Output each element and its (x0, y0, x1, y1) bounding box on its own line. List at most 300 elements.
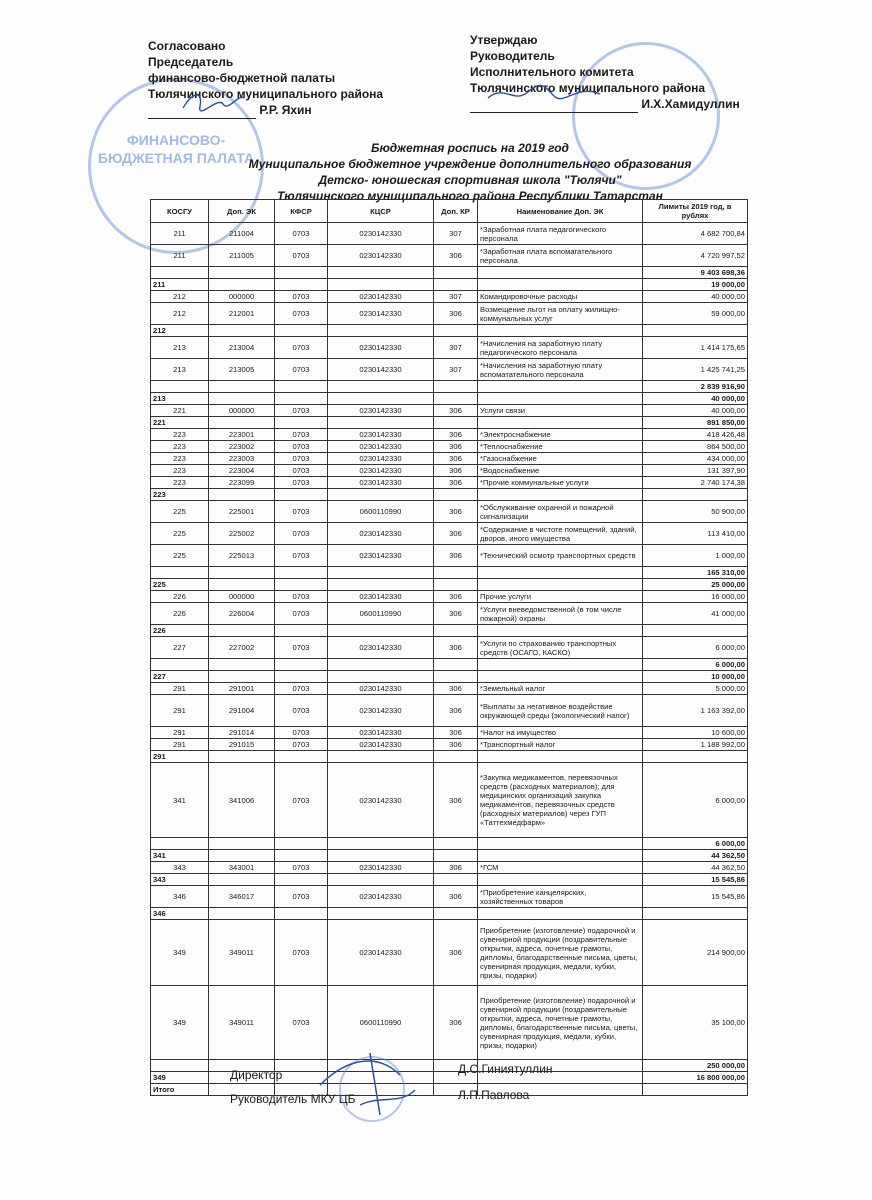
table-cell: 221 (151, 417, 209, 429)
table-cell: 434 000,00 (643, 453, 748, 465)
table-total-row (151, 393, 748, 405)
table-cell (275, 579, 328, 591)
table-cell (478, 838, 643, 850)
table-cell: Командировочные расходы (478, 291, 643, 303)
table-cell (434, 579, 478, 591)
table-cell: 0230142330 (328, 223, 434, 245)
table-cell (151, 659, 209, 671)
approval-left-line2: Председатель (148, 55, 234, 69)
column-header: Лимиты 2019 год, в рублях (643, 200, 748, 223)
column-header: КФСР (275, 200, 328, 223)
approval-left-line3: финансово-бюджетной палаты (148, 71, 336, 85)
table-cell (434, 393, 478, 405)
table-row (151, 603, 748, 625)
table-cell (275, 267, 328, 279)
table-cell (434, 489, 478, 501)
table-total-row (151, 279, 748, 291)
table-cell (209, 671, 275, 683)
table-cell: 0703 (275, 429, 328, 441)
table-cell: 0703 (275, 223, 328, 245)
table-cell: 59 000,00 (643, 303, 748, 325)
column-header: КЦСР (328, 200, 434, 223)
table-cell: 291015 (209, 739, 275, 751)
table-cell (328, 838, 434, 850)
table-cell: 6 000,00 (643, 763, 748, 838)
table-total-row (151, 381, 748, 393)
table-cell: 0703 (275, 337, 328, 359)
table-cell: 306 (434, 303, 478, 325)
table-cell: 40 000,00 (643, 291, 748, 303)
table-cell: 291 (151, 751, 209, 763)
table-total-row (151, 417, 748, 429)
table-cell: *Технический осмотр транспортных средств (478, 545, 643, 567)
table-cell: 307 (434, 359, 478, 381)
table-cell: 223002 (209, 441, 275, 453)
table-row (151, 359, 748, 381)
table-total-row (151, 850, 748, 862)
table-cell: Прочие услуги (478, 591, 643, 603)
table-cell: 212 (151, 291, 209, 303)
table-cell: 1 425 741,25 (643, 359, 748, 381)
table-cell (328, 393, 434, 405)
table-cell: 306 (434, 501, 478, 523)
table-total-row (151, 567, 748, 579)
table-cell: 306 (434, 763, 478, 838)
table-cell: 227002 (209, 637, 275, 659)
table-cell (478, 325, 643, 337)
table-cell: 291 (151, 739, 209, 751)
table-cell (328, 659, 434, 671)
table-cell: 0703 (275, 862, 328, 874)
table-cell: 1 414 175,65 (643, 337, 748, 359)
table-cell (434, 625, 478, 637)
table-cell: 343 (151, 862, 209, 874)
table-cell (434, 850, 478, 862)
table-cell: 35 100,00 (643, 986, 748, 1060)
table-cell (275, 489, 328, 501)
table-cell: 0703 (275, 603, 328, 625)
table-cell (328, 417, 434, 429)
table-cell: 0230142330 (328, 862, 434, 874)
table-cell: *Обслуживание охранной и пожарной сигнализации (478, 501, 643, 523)
table-row (151, 739, 748, 751)
table-cell: 10 000,00 (643, 671, 748, 683)
table-cell: 223 (151, 441, 209, 453)
table-cell: 6 000,00 (643, 838, 748, 850)
table-cell: 1 000,00 (643, 545, 748, 567)
table-cell: 226 (151, 625, 209, 637)
table-cell (478, 671, 643, 683)
table-cell: 211 (151, 279, 209, 291)
table-cell: 0703 (275, 245, 328, 267)
table-cell: 0703 (275, 441, 328, 453)
table-cell: 211004 (209, 223, 275, 245)
table-cell: 0703 (275, 727, 328, 739)
table-cell: 349 (151, 1072, 209, 1084)
table-cell: 211 (151, 223, 209, 245)
table-cell: Приобретение (изготовление) подарочной и сувенирной продукции (поздравительные открытки, адреса, почетные грамоты, дипломы, благодарственные письма, цветы, сувенирная продукция, медали, кубки, призы, подарки) (478, 986, 643, 1060)
table-row (151, 465, 748, 477)
table-cell: 0703 (275, 886, 328, 908)
table-cell: 0230142330 (328, 637, 434, 659)
table-cell: 19 000,00 (643, 279, 748, 291)
table-cell (209, 751, 275, 763)
title-line1: Бюджетная роспись на 2019 год (371, 141, 569, 155)
table-cell (328, 567, 434, 579)
table-cell: 306 (434, 727, 478, 739)
table-cell (478, 393, 643, 405)
table-cell: 306 (434, 453, 478, 465)
table-cell: 306 (434, 591, 478, 603)
approval-right-line4: Тюлячинского муниципального района (470, 81, 706, 95)
table-cell: 0230142330 (328, 405, 434, 417)
table-cell (328, 908, 434, 920)
table-cell (151, 838, 209, 850)
table-cell (209, 874, 275, 886)
table-cell: 0230142330 (328, 245, 434, 267)
table-cell: 213005 (209, 359, 275, 381)
table-cell: 165 310,00 (643, 567, 748, 579)
table-cell: 306 (434, 695, 478, 727)
signature-director-icon (310, 1045, 430, 1125)
table-cell: 223 (151, 477, 209, 489)
table-cell: 2 839 916,90 (643, 381, 748, 393)
table-cell: 307 (434, 337, 478, 359)
table-cell (643, 325, 748, 337)
table-cell: 0703 (275, 359, 328, 381)
table-row (151, 223, 748, 245)
table-cell: 2 740 174,38 (643, 477, 748, 489)
table-cell: 225 (151, 523, 209, 545)
table-row (151, 405, 748, 417)
table-cell (209, 838, 275, 850)
column-header: КОСГУ (151, 200, 209, 223)
table-cell: Приобретение (изготовление) подарочной и сувенирной продукции (поздравительные открытки, адреса, почетные грамоты, дипломы, благодарственные письма, цветы, сувенирная продукция, медали, кубки, призы, подарки) (478, 920, 643, 986)
table-cell: 9 403 698,36 (643, 267, 748, 279)
table-cell (275, 567, 328, 579)
signature-right-icon (484, 80, 604, 108)
table-cell: 16 000,00 (643, 591, 748, 603)
table-cell: 212 (151, 303, 209, 325)
table-cell: 212 (151, 325, 209, 337)
table-cell: 000000 (209, 291, 275, 303)
head-label: Руководитель МКУ ЦБ (230, 1092, 356, 1106)
table-row (151, 862, 748, 874)
table-cell: 223003 (209, 453, 275, 465)
table-cell: 40 000,00 (643, 405, 748, 417)
table-cell (643, 625, 748, 637)
table-cell (434, 567, 478, 579)
approval-right-signer: И.Х.Хамидуллин (641, 97, 740, 111)
table-cell (209, 417, 275, 429)
column-header: Наименование Доп. ЭК (478, 200, 643, 223)
table-cell: *Начисления на заработную плату педагогического персонала (478, 337, 643, 359)
table-cell (209, 567, 275, 579)
table-cell: 306 (434, 886, 478, 908)
table-cell (643, 751, 748, 763)
table-cell (478, 279, 643, 291)
table-cell: 306 (434, 465, 478, 477)
table-cell: 213 (151, 359, 209, 381)
table-cell: 0703 (275, 739, 328, 751)
budget-table (150, 199, 748, 1096)
table-cell: 225 (151, 501, 209, 523)
table-cell: 341 (151, 850, 209, 862)
table-cell: 0230142330 (328, 429, 434, 441)
table-cell: 306 (434, 523, 478, 545)
table-cell (434, 659, 478, 671)
table-cell: 225013 (209, 545, 275, 567)
table-cell: 6 000,00 (643, 659, 748, 671)
table-cell: 346 (151, 886, 209, 908)
table-cell: 213004 (209, 337, 275, 359)
approval-left-signer: Р.Р. Яхин (259, 103, 312, 117)
table-cell: *Выплаты за негативное воздействие окружающей среды (экологический налог) (478, 695, 643, 727)
table-row (151, 337, 748, 359)
table-cell: 306 (434, 637, 478, 659)
table-row (151, 545, 748, 567)
table-cell: *Водоснабжение (478, 465, 643, 477)
head-name: Л.П.Павлова (458, 1088, 530, 1102)
table-cell (328, 874, 434, 886)
table-cell (434, 279, 478, 291)
table-cell: 0230142330 (328, 886, 434, 908)
table-cell (275, 671, 328, 683)
table-cell (275, 874, 328, 886)
table-cell: *Закупка медикаментов, перевязочных средств (расходных материалов); для медицинских организаций закупка медикаментов, перевязочных средств (расходных материалов) через ГУП «Таттехмедфарм» (478, 763, 643, 838)
table-cell: 291004 (209, 695, 275, 727)
table-cell (275, 751, 328, 763)
table-cell: 0703 (275, 695, 328, 727)
approval-right-line3: Исполнительного комитета (470, 65, 634, 79)
table-cell (478, 489, 643, 501)
table-cell: 0600110990 (328, 986, 434, 1060)
table-cell: 223 (151, 429, 209, 441)
table-cell: 16 800 000,00 (643, 1072, 748, 1084)
table-cell (328, 850, 434, 862)
table-cell: 4 682 700,84 (643, 223, 748, 245)
table-cell (275, 417, 328, 429)
table-cell (275, 908, 328, 920)
table-cell (328, 489, 434, 501)
table-cell: 0230142330 (328, 523, 434, 545)
title-line2: Муниципальное бюджетное учреждение дополнительного образования (248, 157, 692, 171)
director-label: Директор (230, 1068, 283, 1082)
table-cell (643, 1084, 748, 1096)
table-cell (328, 625, 434, 637)
table-cell (434, 381, 478, 393)
table-cell: 0230142330 (328, 453, 434, 465)
table-total-row (151, 579, 748, 591)
table-cell: 0230142330 (328, 291, 434, 303)
table-cell (434, 838, 478, 850)
table-cell: 306 (434, 245, 478, 267)
table-cell: 349011 (209, 920, 275, 986)
table-row (151, 291, 748, 303)
table-cell: 225001 (209, 501, 275, 523)
table-cell: 0703 (275, 405, 328, 417)
table-cell: 226 (151, 603, 209, 625)
table-cell (209, 279, 275, 291)
table-cell: 131 397,90 (643, 465, 748, 477)
table-cell: 864 500,00 (643, 441, 748, 453)
table-total-row (151, 671, 748, 683)
table-cell (434, 908, 478, 920)
table-cell: Итого (151, 1084, 209, 1096)
table-cell: 40 000,00 (643, 393, 748, 405)
table-cell: 307 (434, 291, 478, 303)
table-cell: Услуги связи (478, 405, 643, 417)
approval-right-line1: Утверждаю (470, 33, 538, 47)
table-row (151, 429, 748, 441)
table-total-row (151, 659, 748, 671)
table-cell: 0230142330 (328, 695, 434, 727)
table-cell: 0703 (275, 545, 328, 567)
table-cell: 0703 (275, 477, 328, 489)
table-cell: 0230142330 (328, 739, 434, 751)
table-cell: 306 (434, 429, 478, 441)
table-cell: 1 163 392,00 (643, 695, 748, 727)
table-total-row (151, 267, 748, 279)
table-row (151, 886, 748, 908)
director-name: Д.С.Гиниятуллин (458, 1062, 553, 1076)
table-cell: 225002 (209, 523, 275, 545)
table-cell (434, 671, 478, 683)
table-cell: 0703 (275, 465, 328, 477)
table-cell: 213 (151, 337, 209, 359)
column-header: Доп. ЭК (209, 200, 275, 223)
table-row (151, 727, 748, 739)
table-cell: 291014 (209, 727, 275, 739)
table-cell: 213 (151, 393, 209, 405)
table-cell: 10 600,00 (643, 727, 748, 739)
table-total-row (151, 874, 748, 886)
document-title (160, 140, 780, 204)
table-cell: 6 000,00 (643, 637, 748, 659)
table-cell (478, 267, 643, 279)
table-cell: 0703 (275, 291, 328, 303)
signature-left-icon (178, 86, 248, 116)
table-cell (478, 381, 643, 393)
table-cell: 227 (151, 637, 209, 659)
table-cell: 0230142330 (328, 303, 434, 325)
table-cell: *Газоснабжение (478, 453, 643, 465)
table-cell: 0230142330 (328, 683, 434, 695)
table-row (151, 477, 748, 489)
table-cell: 5 000,00 (643, 683, 748, 695)
table-cell: *Услуги по страхованию транспортных средств (ОСАГО, КАСКО) (478, 637, 643, 659)
table-cell: 000000 (209, 591, 275, 603)
table-cell (209, 908, 275, 920)
table-cell: 223001 (209, 429, 275, 441)
table-cell: 223 (151, 453, 209, 465)
table-cell (275, 625, 328, 637)
table-cell: 306 (434, 862, 478, 874)
table-total-row (151, 838, 748, 850)
table-total-row (151, 908, 748, 920)
table-cell: 418 426,48 (643, 429, 748, 441)
table-cell: 1 188 992,00 (643, 739, 748, 751)
table-cell (209, 579, 275, 591)
table-cell: *Земельный налог (478, 683, 643, 695)
table-cell: *Приобретение канцелярских, хозяйственных товаров (478, 886, 643, 908)
table-cell (478, 567, 643, 579)
table-cell: 0230142330 (328, 441, 434, 453)
table-cell: 227 (151, 671, 209, 683)
table-total-row (151, 325, 748, 337)
table-cell: 15 545,86 (643, 874, 748, 886)
table-cell: 341006 (209, 763, 275, 838)
table-cell (151, 381, 209, 393)
table-cell: *ГСМ (478, 862, 643, 874)
table-cell (328, 751, 434, 763)
table-cell: 0703 (275, 637, 328, 659)
table-row (151, 763, 748, 838)
table-cell (275, 659, 328, 671)
approval-right-line2: Руководитель (470, 49, 555, 63)
table-cell: 291001 (209, 683, 275, 695)
table-row (151, 986, 748, 1060)
table-cell (478, 850, 643, 862)
table-cell (328, 279, 434, 291)
table-cell: 0230142330 (328, 337, 434, 359)
table-cell: 0703 (275, 920, 328, 986)
table-cell: 306 (434, 405, 478, 417)
table-cell (275, 381, 328, 393)
table-cell: 0703 (275, 523, 328, 545)
table-cell: 0230142330 (328, 763, 434, 838)
table-cell (209, 659, 275, 671)
table-cell (478, 625, 643, 637)
table-cell: 50 900,00 (643, 501, 748, 523)
table-cell (275, 279, 328, 291)
table-cell: 341 (151, 763, 209, 838)
table-row (151, 523, 748, 545)
table-cell (151, 1060, 209, 1072)
table-cell: 226004 (209, 603, 275, 625)
table-cell (275, 838, 328, 850)
table-cell (151, 567, 209, 579)
table-cell: 349 (151, 986, 209, 1060)
table-cell (209, 325, 275, 337)
table-cell: 212001 (209, 303, 275, 325)
column-header: Доп. КР (434, 200, 478, 223)
table-cell: 226 (151, 591, 209, 603)
table-cell: 306 (434, 683, 478, 695)
table-row (151, 245, 748, 267)
table-cell (478, 579, 643, 591)
table-cell: *Содержание в чистоте помещений, зданий, дворов, иного имущества (478, 523, 643, 545)
table-cell: 343 (151, 874, 209, 886)
table-cell (434, 267, 478, 279)
table-cell: 223099 (209, 477, 275, 489)
table-cell: 211 (151, 245, 209, 267)
table-cell (275, 850, 328, 862)
table-cell: 0703 (275, 501, 328, 523)
table-cell: 306 (434, 477, 478, 489)
table-cell (328, 325, 434, 337)
table-cell: 0230142330 (328, 591, 434, 603)
stamp-text: ФИНАНСОВО- БЮДЖЕТНАЯ ПАЛАТА (97, 132, 255, 166)
table-cell (434, 417, 478, 429)
table-cell: 0230142330 (328, 727, 434, 739)
table-cell: 291 (151, 727, 209, 739)
table-cell (209, 625, 275, 637)
table-cell: Возмещение льгот на оплату жилищно-коммунальных услуг (478, 303, 643, 325)
table-cell: 306 (434, 739, 478, 751)
table-cell: 306 (434, 986, 478, 1060)
table-total-row (151, 489, 748, 501)
